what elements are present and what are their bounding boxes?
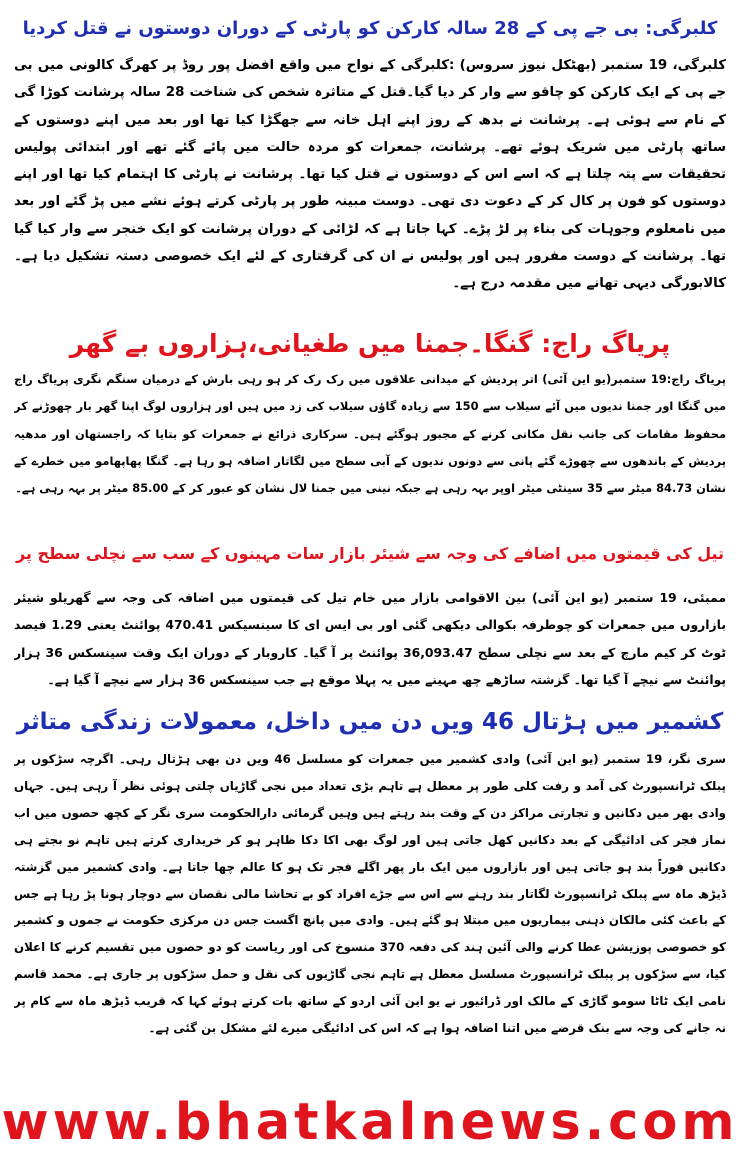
article-headline: تیل کی قیمتوں میں اضافے کی وجہ سے شیئر بازار سات مہینوں کے سب سے نچلی سطح پر	[15, 544, 725, 563]
article-headline: پریاگ راج: گنگا۔جمنا میں طغیانی،ہزاروں بے گھر	[69, 329, 671, 358]
article-body: سری نگر، 19 ستمبر (یو این آئی) وادی کشمیر میں جمعرات کو مسلسل 46 ویں دن بھی ہڑتال رہی۔ اگرچہ سڑکوں پر پبلک ٹرانسپورٹ کی آمد و رفت کلی طور پر معطل ہے تاہم بڑی تعداد میں نجی گاڑیاں چلتی ہوئی نظر آ رہی ہیں۔ جہاں وادی بھر میں دکانیں و تجارتی مراکز دن کے وقت بند رہتے ہیں وہیں گرمائی دارالحکومت سری نگر کے کچھ حصوں میں اب نماز فجر کی ادائیگی کے بعد دکانیں کھل جاتی ہیں اور لوگ بھی اکا دکا ظاہر ہو کر خریداری کرتے ہیں تاہم نو بجتے ہی دکانیں فوراً بند ہو جاتی ہیں اور بازاروں میں ایک بار پھر اگلے فجر تک ہو کا عالم چھا جاتا ہے۔ وادی کشمیر میں گزشتہ ڈیڑھ ماہ سے پبلک ٹرانسپورٹ لگاتار بند رہنے سے اس سے جڑے افراد کو بے تحاشا مالی نقصان سے دوچار ہونا پڑ رہا ہے جس کے باعث کئی مالکان ذہنی بیماریوں میں مبتلا ہو گئے ہیں۔ وادی میں پانچ اگست جس دن مرکزی حکومت نے جموں و کشمیر کو خصوصی پوزیشن عطا کرنے والی آئین ہند کی دفعہ 370 منسوخ کی اور ریاست کو دو حصوں میں تقسیم کرنے کا اعلان کیا، سے سڑکوں پر پبلک ٹرانسپورٹ مسلسل معطل ہے تاہم نجی گاڑیوں کی نقل و حمل سڑکوں پر جاری ہے۔ محمد قاسم نامی ایک ٹاٹا سومو گاڑی کے مالک اور ڈرائیور نے یو این آئی اردو کے ساتھ بات کرتے ہوئے کہا کہ قریب ڈیڑھ ماہ سے کام پر نہ جانے کی وجہ سے بنک قرضے میں اتنا اضافہ ہوا ہے کہ اس کی ادائیگی میرے لئے مشکل بن گئی ہے۔	[14, 752, 726, 1036]
article-kashmir-strike	[14, 698, 726, 1042]
article-prayagraj-flood	[14, 322, 726, 503]
article-headline: کشمیر میں ہڑتال 46 ویں دن میں داخل، معمولات زندگی متاثر	[16, 709, 724, 735]
article-share-market	[14, 524, 726, 692]
article-body: پریاگ راج:19 ستمبر(یو این آئی) اتر پردیش کے میدانی علاقوں میں رک رک کر ہو رہی بارش کے درمیان سنگم نگری پریاگ راج میں گنگا اور جمنا ندیوں میں آئے سیلاب سے 150 سے زیادہ گاؤں سیلاب کی زد میں ہیں اور ہزاروں لوگ اپنا گھر بار چھوڑنے کر محفوظ مقامات کی جانب نقل مکانی کرنے کے مجبور ہوگئے ہیں۔ سرکاری ذرائع نے جمعرات کو بتایا کہ راجستھان اور مدھیہ پردیش کے باندھوں سے چھوڑے گئے پانی سے دونوں ندیوں کے آبی سطح میں لگاتار اضافہ ہو رہا ہے۔ گنگا پھاپھامو میں خطرے کے نشان 84.73 میٹر سے 35 سینٹی میٹر اوپر بہہ رہی ہے جبکہ نینی میں جمنا لال نشان کو عبور کر کے 85.00 میٹر پر بہہ رہی ہے۔	[14, 372, 726, 496]
article-body: کلبرگی، 19 ستمبر (بھٹکل نیوز سروس) :کلبرگی کے نواح میں واقع افضل پور روڈ پر کھرگ کالونی میں بی جے پی کے ایک کارکن کو چاقو سے وار کر دیا گیا۔قتل کے متاثرہ شخص کی شناخت 28 سالہ پرشانت کوڑا گی کے نام سے ہوئی ہے۔ پرشانت نے بدھ کے روز اپنے اہل خانہ سے جھگڑا کیا تھا اور بعد میں اپنے دوستوں کے ساتھ پارٹی میں شریک ہوئے تھے۔ پرشانت، جمعرات کو مردہ حالت میں پائے گئے تھے اور ابتدائی پولیس تحقیقات سے پتہ چلتا ہے کہ اسے اس کے دوستوں نے قتل کیا تھا۔ پرشانت نے پارٹی کا اہتمام کیا تھا اور اپنے دوستوں کو فون پر کال کر کے دعوت دی تھی۔ دوست مبینہ طور پر پارٹی کرتے ہوئے نشے میں پڑ گئے اور بعد میں نامعلوم وجوہات کی بناء پر لڑ پڑے۔ کہا جاتا ہے کہ لڑائی کے دوران پرشانت کو ایک خنجر سے وار کیا گیا تھا۔ پرشانت کے دوست مفرور ہیں اور پولیس نے ان کی گرفتاری کے لئے ایک خصوصی دستہ تشکیل دیا ہے۔ کالابورگی دیہی تھانے میں مقدمہ درج ہے۔	[14, 58, 726, 292]
website-url-banner[interactable]: www.bhatkalnews.com	[1, 1093, 739, 1152]
article-body: ممبئی، 19 ستمبر (یو این آئی) بین الاقوامی بازار میں خام تیل کی قیمتوں میں اضافہ کی وجہ سے گھریلو شیئر بازاروں میں جمعرات کو چوطرفہ بکوالی دیکھی گئی اور بی ایس ای کا سینسیکس 470.41 پوائنٹ یعنی 1.29 فیصد ٹوٹ کر کیم مارچ کے بعد سے نچلی سطح 36,093.47 پوائنٹ پر آ گیا۔ کاروبار کے دوران ایک وقت سینسکس 36 ہزار پوائنٹ سے نیچے آ گیا تھا۔ گزشتہ ساڑھے چھ مہینے میں یہ پہلا موقع ہے جب سینسکس 36 ہزار سے نیچے آ گیا ہے۔	[14, 590, 726, 687]
article-headline: کلبرگی: بی جے پی کے 28 سالہ کارکن کو پارٹی کے دوران دوستوں نے قتل کردیا	[22, 18, 718, 39]
article-kalaburagi-murder	[14, 6, 726, 298]
